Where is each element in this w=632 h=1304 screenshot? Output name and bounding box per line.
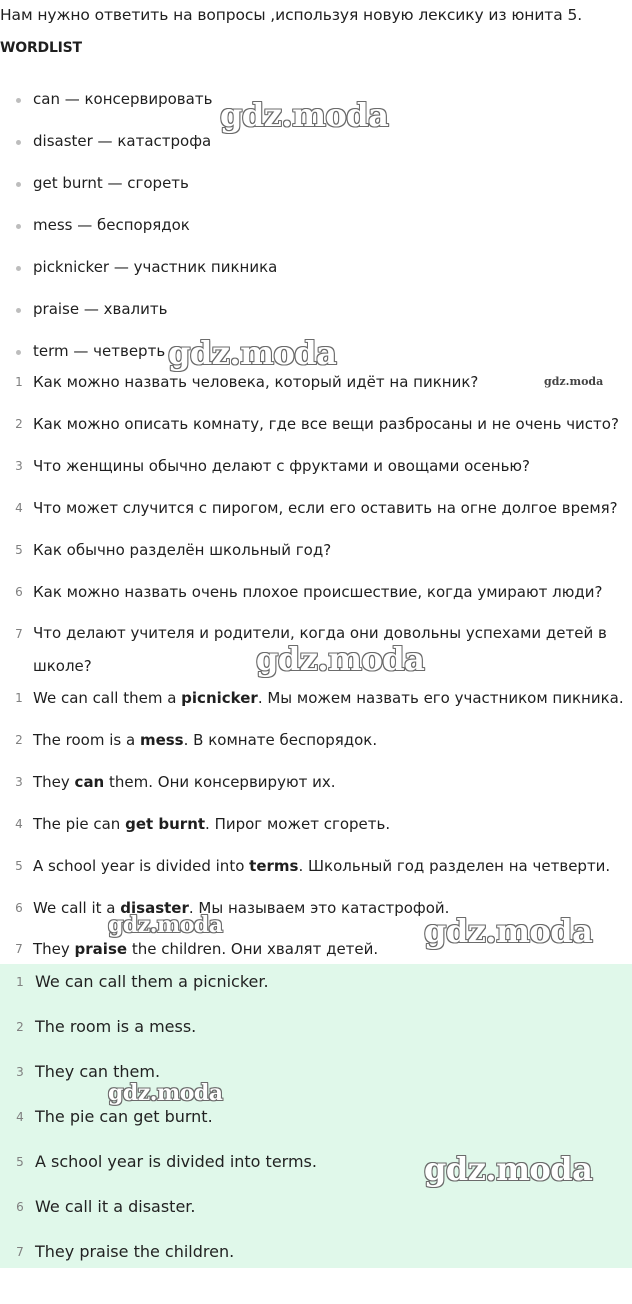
answer-text: A school year is divided into terms. Школьный год разделен на четверти. (33, 857, 611, 875)
answer-number: 6 (15, 901, 23, 915)
answer-en-number: 7 (16, 1245, 24, 1259)
answer-en-text: A school year is divided into terms. (35, 1152, 317, 1171)
question-text: Как можно описать комнату, где все вещи разбросаны и не очень чисто? (33, 415, 619, 433)
answer-text: They praise the children. Они хвалят детей. (33, 940, 379, 958)
answer-en-number: 5 (16, 1155, 24, 1169)
answer-keyword: can (74, 773, 105, 791)
answer-en-text: They can them. (35, 1062, 161, 1081)
wordlist-item: mess — беспорядок (33, 216, 190, 234)
bullet-icon (16, 266, 21, 271)
bullet-icon (16, 350, 21, 355)
watermark-logo: gdz.moda (108, 912, 223, 938)
answer-keyword: disaster (120, 899, 189, 917)
bullet-icon (16, 140, 21, 145)
answer-en-text: The room is a mess. (35, 1017, 197, 1036)
wordlist-item: praise — хвалить (33, 300, 168, 318)
watermark-logo: gdz.moda (544, 375, 604, 388)
answer-text: The room is a mess. В комнате беспорядок. (33, 731, 378, 749)
wordlist-item: term — четверть (33, 342, 166, 360)
question-text: Как обычно разделён школьный год? (33, 541, 332, 559)
answer-en-number: 4 (16, 1110, 24, 1124)
question-text: Как можно назвать человека, который идёт на пикник? (33, 373, 479, 391)
answer-en-text: They praise the children. (35, 1242, 235, 1261)
answer-en-number: 3 (16, 1065, 24, 1079)
answer-keyword: praise (74, 940, 128, 958)
watermark-logo: gdz.moda (424, 912, 593, 950)
question-text: Что женщины обычно делают с фруктами и овощами осенью? (33, 457, 531, 475)
answer-keyword: picnicker (181, 689, 258, 707)
answer-keyword: terms (249, 857, 299, 875)
question-number: 4 (15, 501, 23, 515)
question-text: Что может случится с пирогом, если его оставить на огне долгое время? (33, 499, 618, 517)
question-number: 2 (15, 417, 23, 431)
answer-number: 4 (15, 817, 23, 831)
watermark-logo: gdz.moda (108, 1080, 223, 1106)
bullet-icon (16, 224, 21, 229)
answer-text: The pie can get burnt. Пирог может сгореть. (33, 815, 391, 833)
answer-keyword: mess (139, 731, 184, 749)
answer-en-number: 1 (16, 975, 24, 989)
answer-text: They can them. Они консервируют их. (33, 773, 336, 791)
question-number: 7 (15, 627, 23, 641)
watermark-logo: gdz.moda (220, 96, 389, 134)
answer-number: 1 (15, 691, 23, 705)
answer-en-number: 6 (16, 1200, 24, 1214)
question-number: 5 (15, 543, 23, 557)
question-text: Что делают учителя и родители, когда они довольны успехами детей в школе? (33, 624, 607, 675)
answer-text: We can call them a picnicker. Мы можем назвать его участником пикника. (33, 689, 624, 707)
answer-number: 5 (15, 859, 23, 873)
answer-en-text: We call it a disaster. (35, 1197, 196, 1216)
answer-en-text: The pie can get burnt. (35, 1107, 213, 1126)
wordlist-item: get burnt — сгореть (33, 174, 189, 192)
answer-number: 7 (15, 942, 23, 956)
wordlist-item: can — консервировать (33, 90, 213, 108)
answer-text: We call it a disaster. Мы называем это катастрофой. (33, 899, 450, 917)
answer-number: 3 (15, 775, 23, 789)
answer-en-text: We can call them a picnicker. (35, 972, 269, 991)
intro-text: Нам нужно ответить на вопросы ,используя новую лексику из юнита 5. (0, 6, 583, 24)
question-number: 3 (15, 459, 23, 473)
watermark-logo: gdz.moda (256, 640, 425, 678)
bullet-icon (16, 308, 21, 313)
answer-en-number: 2 (16, 1020, 24, 1034)
bullet-icon (16, 182, 21, 187)
question-number: 1 (15, 375, 23, 389)
watermark-logo: gdz.moda (424, 1150, 593, 1188)
wordlist-title: WORDLIST (0, 40, 82, 56)
question-number: 6 (15, 585, 23, 599)
wordlist-item: picknicker — участник пикника (33, 258, 278, 276)
watermark-logo: gdz.moda (168, 334, 337, 372)
answer-keyword: get burnt (125, 815, 206, 833)
question-text: Как можно назвать очень плохое происшествие, когда умирают люди? (33, 583, 603, 601)
bullet-icon (16, 98, 21, 103)
answer-number: 2 (15, 733, 23, 747)
wordlist-item: disaster — катастрофа (33, 132, 212, 150)
